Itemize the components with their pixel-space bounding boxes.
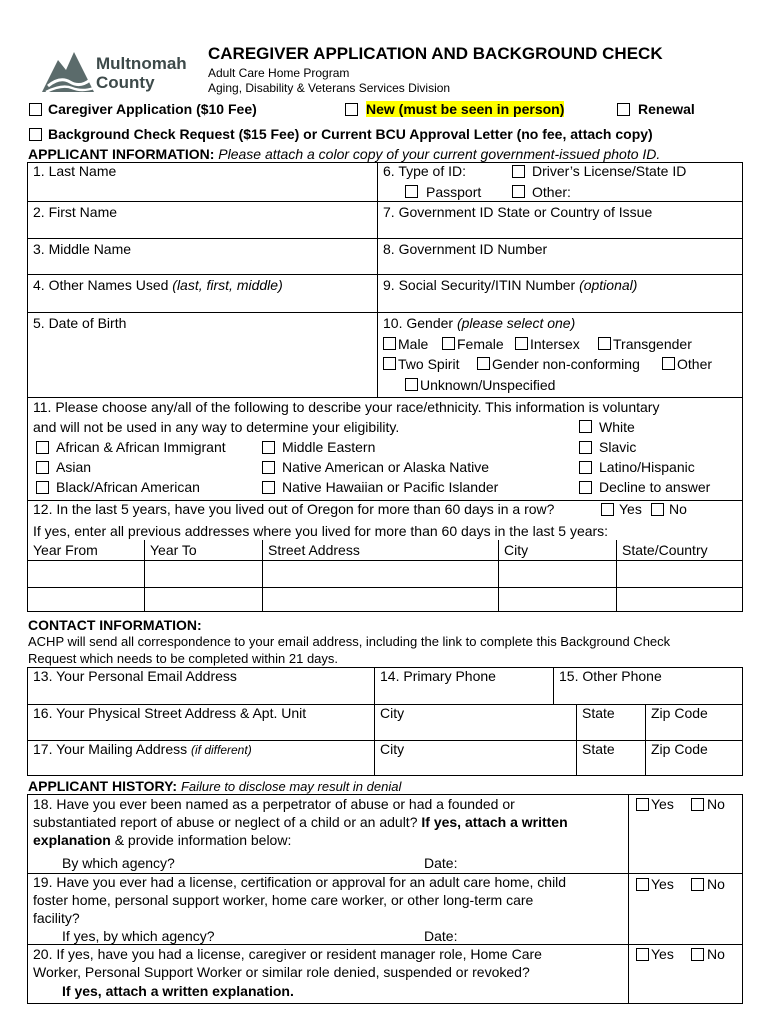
q18-date-label: Date: [424, 855, 458, 871]
logo-text-line1: Multnomah [96, 54, 187, 73]
gender-male-label: Male [398, 336, 429, 352]
out-of-state-yes-label: Yes [619, 501, 642, 517]
gender-transgender-checkbox[interactable] [598, 337, 611, 350]
division-name: Aging, Disability & Veterans Services Division [208, 81, 451, 95]
out-of-state-no-label: No [669, 501, 687, 517]
other-phone-label: 15. Other Phone [559, 668, 662, 684]
q18-line3: explanation & provide information below: [33, 832, 292, 848]
race-white-checkbox[interactable] [579, 420, 592, 433]
gender-two-spirit-label: Two Spirit [398, 356, 460, 372]
out-of-state-no-checkbox[interactable] [651, 503, 664, 516]
background-check-checkbox[interactable] [29, 128, 42, 141]
primary-phone-label: 14. Primary Phone [380, 668, 496, 684]
id-number-field[interactable] [383, 257, 738, 273]
dob-field[interactable] [33, 334, 373, 394]
program-name: Adult Care Home Program [208, 66, 350, 80]
race-african-checkbox[interactable] [36, 441, 49, 454]
race-middle-eastern-label: Middle Eastern [282, 439, 376, 455]
mailing-city-label: City [380, 741, 405, 757]
race-question-line2: and will not be used in any way to determine your eligibility. [33, 419, 400, 435]
race-latino-label: Latino/Hispanic [599, 459, 695, 475]
q20-line1: 20. If yes, have you had a license, caregiver or resident manager role, Home Care [33, 946, 542, 962]
col-city: City [504, 542, 529, 558]
q18-no-checkbox[interactable] [691, 798, 704, 811]
q19-agency-label: If yes, by which agency? [62, 928, 215, 944]
email-label: 13. Your Personal Email Address [33, 668, 237, 684]
new-label: New (must be seen in person) [366, 101, 565, 117]
gender-transgender-label: Transgender [613, 336, 692, 352]
q20-no-label: No [707, 946, 725, 962]
first-name-label: 2. First Name [33, 204, 118, 220]
gender-nonconforming-checkbox[interactable] [477, 357, 490, 370]
last-name-label: 1. Last Name [33, 163, 117, 179]
q19-yes-checkbox[interactable] [636, 878, 649, 891]
gender-male-checkbox[interactable] [383, 337, 396, 350]
mailing-state-label: State [582, 741, 615, 757]
race-native-label: Native American or Alaska Native [282, 459, 489, 475]
gender-nonconforming-label: Gender non-conforming [492, 356, 640, 372]
race-white-label: White [599, 419, 635, 435]
ssn-field[interactable] [383, 294, 738, 311]
caregiver-app-checkbox[interactable] [29, 103, 42, 116]
race-native-checkbox[interactable] [262, 461, 275, 474]
first-name-field[interactable] [33, 220, 373, 237]
id-state-label: 7. Government ID State or Country of Issue [383, 204, 653, 220]
q18-no-label: No [707, 796, 725, 812]
applicant-info-heading: APPLICANT INFORMATION: Please attach a color copy of your current government-issued photo ID. [28, 146, 661, 162]
race-decline-checkbox[interactable] [579, 481, 592, 494]
gender-other-checkbox[interactable] [662, 357, 675, 370]
primary-phone-field[interactable] [380, 686, 550, 703]
email-field[interactable] [33, 686, 371, 703]
col-year-to: Year To [150, 542, 197, 558]
address-row-1[interactable] [28, 561, 743, 587]
passport-label: Passport [426, 184, 482, 200]
q20-line2: Worker, Personal Support Worker or similar role denied, suspended or revoked? [33, 964, 530, 980]
col-state-country: State/Country [622, 542, 708, 558]
q18-yes-checkbox[interactable] [636, 798, 649, 811]
gender-intersex-label: Intersex [530, 336, 580, 352]
q18-yes-label: Yes [651, 796, 674, 812]
q20-line3: If yes, attach a written explanation. [62, 983, 294, 999]
q20-yes-checkbox[interactable] [636, 948, 649, 961]
contact-info-heading: CONTACT INFORMATION: [28, 617, 202, 633]
gender-unknown-checkbox[interactable] [405, 378, 418, 391]
address-row-2[interactable] [28, 588, 743, 612]
physical-address-label: 16. Your Physical Street Address & Apt. Unit [33, 705, 307, 721]
race-decline-label: Decline to answer [599, 479, 711, 495]
gender-female-label: Female [457, 336, 504, 352]
q20-no-checkbox[interactable] [691, 948, 704, 961]
q19-line2: foster home, personal support worker, home care worker, or other long-term care [33, 892, 534, 908]
renewal-checkbox[interactable] [617, 103, 630, 116]
gender-female-checkbox[interactable] [442, 337, 455, 350]
page-title: CAREGIVER APPLICATION AND BACKGROUND CHECK [208, 44, 663, 63]
col-year-from: Year From [33, 542, 98, 558]
county-logo [40, 46, 190, 98]
q19-agency-field[interactable] [232, 928, 417, 944]
race-black-checkbox[interactable] [36, 481, 49, 494]
q18-agency-label: By which agency? [62, 855, 175, 871]
gender-intersex-checkbox[interactable] [515, 337, 528, 350]
q18-line1: 18. Have you ever been named as a perpetrator of abuse or had a founded or [33, 796, 515, 812]
drivers-license-label: Driver’s License/State ID [532, 163, 687, 179]
race-hawaiian-checkbox[interactable] [262, 481, 275, 494]
contact-note-line2: Request which needs to be completed within 21 days. [28, 651, 339, 666]
physical-state-label: State [582, 705, 615, 721]
q19-no-checkbox[interactable] [691, 878, 704, 891]
col-street-address: Street Address [268, 542, 360, 558]
previous-address-instruction: If yes, enter all previous addresses where you lived for more than 60 days in the last 5 years: [33, 523, 609, 539]
caregiver-app-label: Caregiver Application ($10 Fee) [48, 101, 257, 117]
ssn-label: 9. Social Security/ITIN Number (optional) [383, 277, 638, 293]
gender-unknown-label: Unknown/Unspecified [420, 377, 556, 393]
id-type-label: 6. Type of ID: [383, 163, 467, 179]
race-middle-eastern-checkbox[interactable] [262, 441, 275, 454]
other-names-label: 4. Other Names Used (last, first, middle) [33, 277, 283, 293]
race-slavic-checkbox[interactable] [579, 441, 592, 454]
background-check-label: Background Check Request ($15 Fee) or Current BCU Approval Letter (no fee, attach copy) [48, 126, 653, 142]
race-latino-checkbox[interactable] [579, 461, 592, 474]
race-asian-label: Asian [56, 459, 92, 475]
gender-label: 10. Gender (please select one) [383, 315, 576, 331]
q18-agency-field[interactable] [190, 855, 415, 872]
physical-city-label: City [380, 705, 405, 721]
gender-other-label: Other [677, 356, 713, 372]
gender-two-spirit-checkbox[interactable] [383, 357, 396, 370]
renewal-label: Renewal [638, 101, 695, 117]
q19-line1: 19. Have you ever had a license, certification or approval for an adult care home, child [33, 874, 567, 890]
other-phone-field[interactable] [559, 686, 739, 703]
out-of-state-yes-checkbox[interactable] [601, 503, 614, 516]
race-slavic-label: Slavic [599, 439, 637, 455]
contact-note-line1: ACHP will send all correspondence to your email address, including the link to complete this Background Check [28, 634, 671, 649]
id-number-label: 8. Government ID Number [383, 241, 548, 257]
dob-label: 5. Date of Birth [33, 315, 127, 331]
other-names-field[interactable] [33, 294, 373, 311]
q18-date-field[interactable] [464, 855, 624, 872]
mailing-address-label: 17. Your Mailing Address (if different) [33, 741, 252, 757]
applicant-history-heading: APPLICANT HISTORY: Failure to disclose may result in denial [28, 778, 402, 794]
mountain-logo-icon [40, 46, 96, 96]
physical-address-field[interactable] [33, 722, 371, 739]
mailing-zip-label: Zip Code [651, 741, 708, 757]
q19-no-label: No [707, 876, 725, 892]
middle-name-field[interactable] [33, 257, 373, 273]
last-name-field[interactable] [33, 182, 373, 199]
other-id-label: Other: [532, 184, 571, 200]
q19-date-label: Date: [424, 928, 458, 944]
other-id-checkbox[interactable] [512, 185, 525, 198]
race-question-line1: 11. Please choose any/all of the following to describe your race/ethnicity. This information is voluntary [33, 399, 660, 415]
logo-text-line2: County [96, 73, 155, 92]
q19-yes-label: Yes [651, 876, 674, 892]
q18-line2: substantiated report of abuse or neglect of a child or an adult? If yes, attach a written [33, 814, 568, 830]
race-black-label: Black/African American [56, 479, 200, 495]
out-of-state-question: 12. In the last 5 years, have you lived out of Oregon for more than 60 days in a row? [33, 501, 555, 517]
q19-line3: facility? [33, 910, 80, 926]
race-asian-checkbox[interactable] [36, 461, 49, 474]
middle-name-label: 3. Middle Name [33, 241, 132, 257]
passport-checkbox[interactable] [405, 185, 418, 198]
id-state-field[interactable] [383, 220, 738, 237]
drivers-license-checkbox[interactable] [512, 165, 525, 178]
physical-zip-label: Zip Code [651, 705, 708, 721]
new-checkbox[interactable] [345, 103, 358, 116]
race-african-label: African & African Immigrant [56, 439, 226, 455]
q19-date-field[interactable] [464, 928, 624, 944]
mailing-address-field[interactable] [33, 758, 371, 775]
q20-yes-label: Yes [651, 946, 674, 962]
race-hawaiian-label: Native Hawaiian or Pacific Islander [282, 479, 499, 495]
